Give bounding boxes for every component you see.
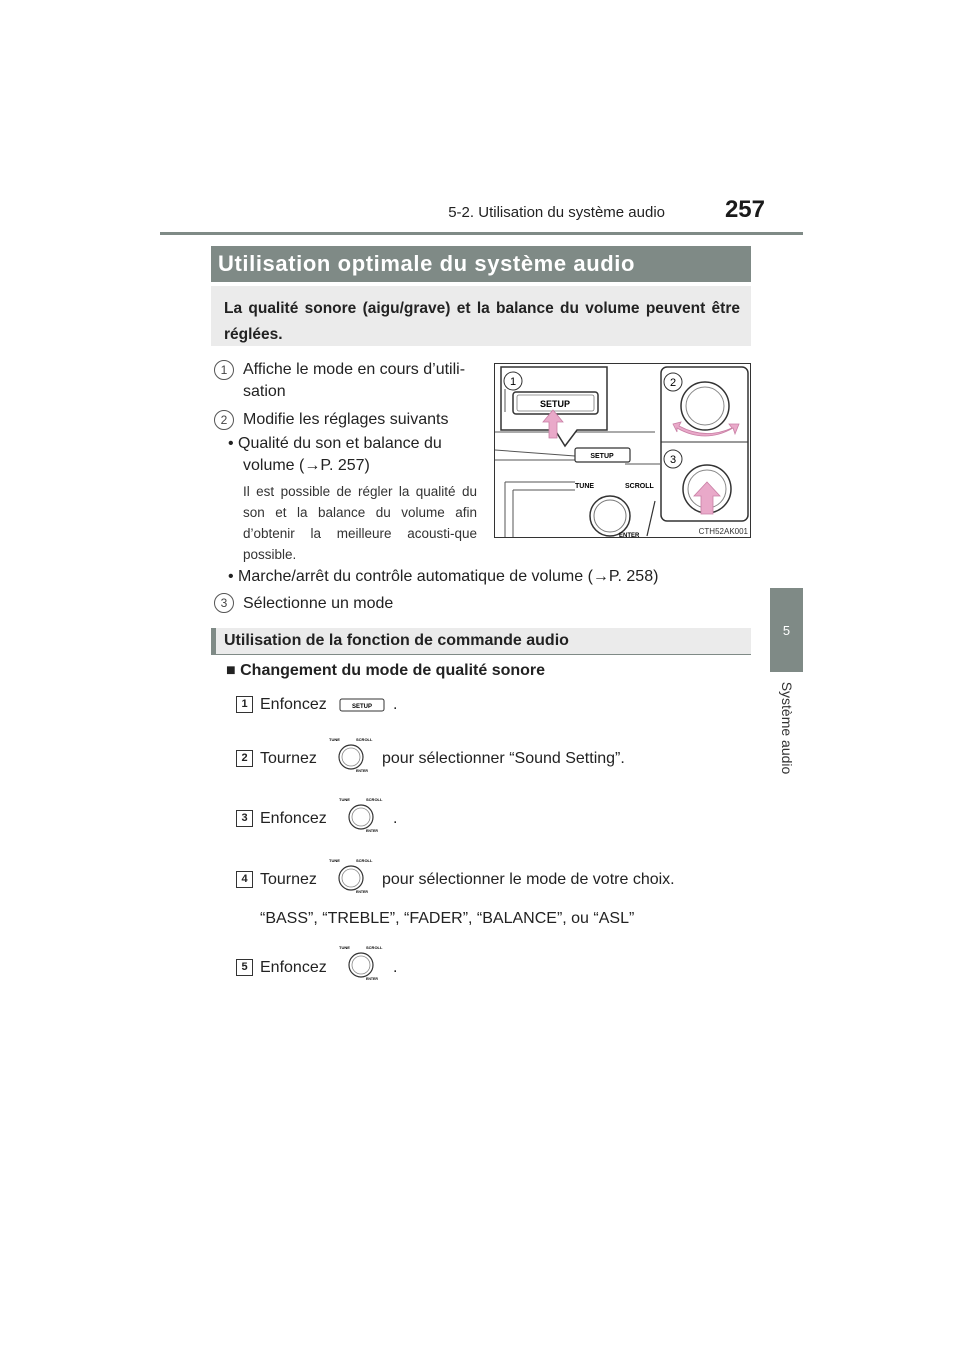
header-section-title: 5-2. Utilisation du système audio: [448, 204, 665, 221]
step-number-3: 3: [236, 810, 253, 827]
step-number-2: 2: [236, 750, 253, 767]
section-heading: Utilisation de la fonction de commande audio: [224, 632, 569, 649]
callout-2: 2: [669, 377, 677, 389]
callout-3: 3: [669, 454, 677, 466]
svg-text:TUNE: TUNE: [329, 858, 340, 863]
step-3-verb: Enfoncez: [260, 810, 327, 827]
step-number-4: 4: [236, 871, 253, 888]
step-5-after: .: [393, 959, 398, 976]
svg-text:SCROLL: SCROLL: [356, 737, 373, 742]
setup-button-icon: [339, 698, 385, 712]
step-3-after: .: [393, 810, 398, 827]
enter-label: ENTER: [619, 533, 640, 537]
page-title: Utilisation optimale du système audio: [218, 251, 636, 276]
setup-label-small: SETUP: [590, 453, 614, 460]
svg-text:ENTER: ENTER: [356, 769, 368, 773]
step-2-after: pour sélectionner “Sound Setting”.: [382, 750, 625, 767]
step-1-after: .: [393, 696, 398, 713]
svg-text:TUNE: TUNE: [339, 945, 350, 950]
setup-icon-label: SETUP: [351, 704, 373, 710]
step-4-after: pour sélectionner le mode de votre choix.: [382, 871, 675, 888]
chapter-number: 5: [782, 622, 791, 638]
step-4-options: “BASS”, “TREBLE”, “FADER”, “BALANCE”, ou “ASL”: [260, 910, 635, 927]
step-5-verb: Enfoncez: [260, 959, 327, 976]
note-text: Il est possible de régler la qualité du son et la balance du volume afin d’obtenir la meilleure acousti-que possible.: [243, 484, 477, 562]
step-4-verb: Tournez: [260, 871, 317, 888]
tune-knob-icon: [334, 795, 392, 835]
bullet-1-line2: volume (→P. 257): [243, 457, 370, 474]
callout-1: 1: [509, 376, 517, 388]
item-text-1-line1: Affiche le mode en cours d’utili-: [243, 361, 466, 378]
header-rule: [160, 232, 803, 235]
tune-label: TUNE: [575, 483, 595, 490]
step-1-verb: Enfoncez: [260, 696, 327, 713]
subheading: ■ Changement du mode de qualité sonore: [226, 662, 546, 679]
intro-text: La qualité sonore (aigu/grave) et la balance du volume peuvent être réglées.: [224, 300, 740, 343]
chapter-label: Système audio: [779, 681, 795, 775]
audio-panel-illustration: [495, 364, 750, 537]
svg-text:SCROLL: SCROLL: [356, 858, 373, 863]
scroll-label: SCROLL: [625, 483, 654, 490]
tune-knob-icon: [324, 856, 382, 896]
tune-knob-icon: [334, 943, 392, 983]
step-number-1: 1: [236, 696, 253, 713]
section-title-bar: [211, 246, 751, 282]
item-text-1-line2: sation: [243, 383, 286, 400]
svg-text:TUNE: TUNE: [339, 797, 350, 802]
tune-knob-icon: [324, 735, 382, 775]
svg-text:ENTER: ENTER: [366, 829, 378, 833]
item-number-2: 2: [214, 410, 234, 430]
figure-code: CTH52AK001: [698, 527, 748, 536]
section-heading-rule: [211, 654, 751, 655]
step-2-verb: Tournez: [260, 750, 317, 767]
svg-text:ENTER: ENTER: [356, 890, 368, 894]
page-number: 257: [724, 196, 765, 223]
item-number-3: 3: [214, 593, 234, 613]
chapter-tab: [770, 588, 803, 672]
svg-text:SCROLL: SCROLL: [366, 797, 383, 802]
svg-text:SCROLL: SCROLL: [366, 945, 383, 950]
item-number-1: 1: [214, 360, 234, 380]
intro-box: [211, 286, 751, 346]
item-text-2: Modifie les réglages suivants: [243, 411, 449, 428]
bullet-1-line1: • Qualité du son et balance du: [228, 435, 442, 452]
svg-text:ENTER: ENTER: [366, 977, 378, 981]
item-text-3: Sélectionne un mode: [243, 595, 394, 612]
bullet-2: • Marche/arrêt du contrôle automatique de volume (→P. 258): [228, 568, 659, 585]
section-heading-bar: [211, 628, 751, 654]
audio-panel-figure: [494, 363, 751, 538]
svg-text:TUNE: TUNE: [329, 737, 340, 742]
setup-label-large: SETUP: [539, 399, 571, 409]
step-number-5: 5: [236, 959, 253, 976]
